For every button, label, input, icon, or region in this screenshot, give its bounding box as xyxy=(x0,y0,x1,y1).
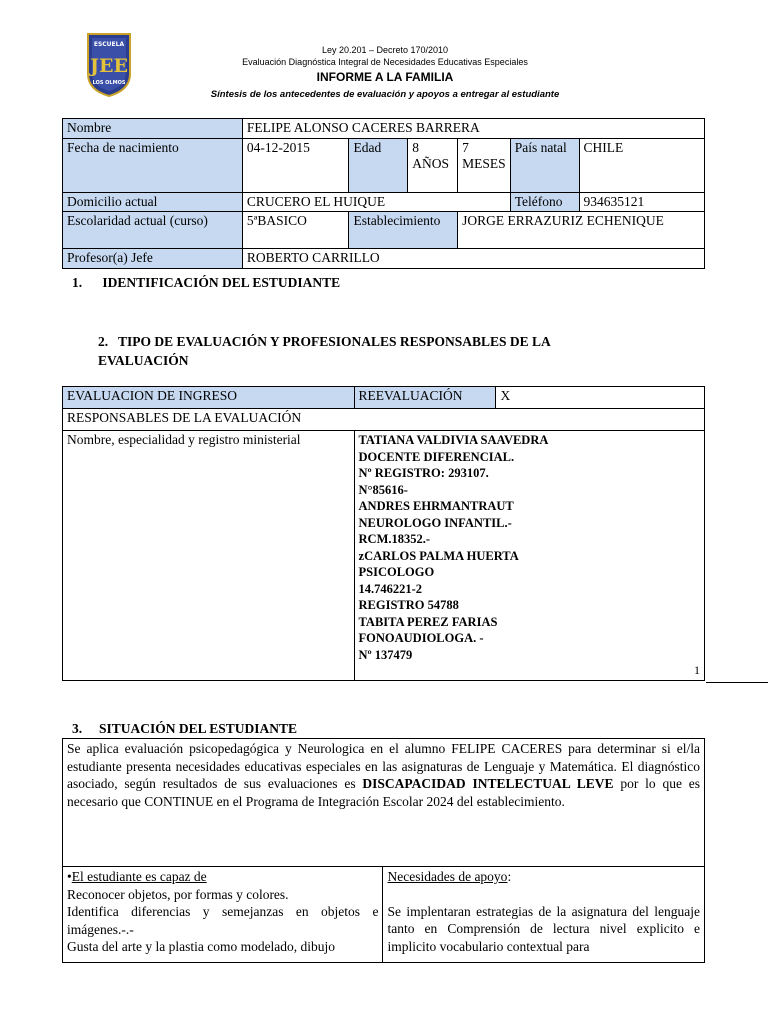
pais-value: CHILE xyxy=(579,139,704,193)
professional-line: ANDRES EHRMANTRAUT xyxy=(358,499,514,513)
apoyo-text: Se implentaran estrategias de la asignatura del lenguaje tanto en Comprensión de lectura nivel explicito e implicito vocabulario contextual para xyxy=(387,903,700,954)
professional-line: Nº REGISTRO: 293107. xyxy=(358,466,489,480)
professional-line: TABITA PEREZ FARIAS xyxy=(358,614,498,629)
professional-line: Nº 137479 xyxy=(358,647,413,662)
capaz-heading: •El estudiante es capaz de xyxy=(67,869,207,884)
law-reference: Ley 20.201 – Decreto 170/2010 xyxy=(321,45,449,55)
professional-line: zCARLOS PALMA HUERTA xyxy=(358,548,519,563)
pais-label: País natal xyxy=(510,139,579,193)
evaluation-table xyxy=(62,386,705,681)
profesor-label: Profesor(a) Jefe xyxy=(63,249,243,269)
bullet-icon: • xyxy=(67,869,72,884)
professional-line: DOCENTE DIFERENCIAL. xyxy=(358,449,515,464)
professional-line: RCM.18352.- xyxy=(358,532,431,546)
page-number: 1 xyxy=(694,663,700,677)
fecha-label: Fecha de nacimiento xyxy=(63,139,243,193)
escolaridad-label: Escolaridad actual (curso) xyxy=(63,212,243,249)
apoyo-cell xyxy=(383,867,705,963)
diagnosis-text: DISCAPACIDAD INTELECTUAL LEVE xyxy=(362,776,614,791)
capaz-item: Identifica diferencias y semejanzas en objetos e imágenes.-.- xyxy=(67,904,379,937)
telefono-value: 934635121 xyxy=(579,193,704,212)
document-tagline: Síntesis de los antecedentes de evaluación y apoyos a entregar al estudiante xyxy=(210,89,560,100)
professional-line: FONOAUDIOLOGA. - xyxy=(358,631,484,645)
logo-text-top: ESCUELA xyxy=(93,41,125,48)
professionals-cell xyxy=(354,431,704,681)
logo-text-mid: JEE xyxy=(90,55,128,77)
student-info-table xyxy=(62,118,705,269)
nombre-value: FELIPE ALONSO CACERES BARRERA xyxy=(242,119,704,139)
professional-line: N°85616- xyxy=(358,482,408,497)
nombre-label: Nombre xyxy=(63,119,243,139)
logo-text-bottom: LOS OLMOS xyxy=(92,80,126,86)
page-break-rule xyxy=(706,682,768,683)
reeval-mark: X xyxy=(496,387,705,409)
responsables-label: RESPONSABLES DE LA EVALUACIÓN xyxy=(63,409,705,431)
section-2-heading: 2. TIPO DE EVALUACIÓN Y PROFESIONALES RESPONSABLES DE LA EVALUACIÓN xyxy=(98,334,554,368)
apoyo-heading: Necesidades de apoyo: xyxy=(387,869,512,884)
document-subtitle: Evaluación Diagnóstica Integral de Necesidades Educativas Especiales xyxy=(242,57,528,67)
professional-line: TATIANA VALDIVIA SAAVEDRA xyxy=(358,433,549,447)
professionals-list xyxy=(359,432,700,663)
ingreso-label: EVALUACION DE INGRESO xyxy=(63,387,355,409)
edad-years: 8 AÑOS xyxy=(408,139,458,193)
telefono-label: Teléfono xyxy=(510,193,579,212)
edad-months: 7 MESES xyxy=(458,139,511,193)
establecimiento-value: JORGE ERRAZURIZ ECHENIQUE xyxy=(458,212,705,249)
professional-line: PSICOLOGO xyxy=(358,565,435,579)
establecimiento-label: Establecimiento xyxy=(349,212,458,249)
section-1-heading: 1. IDENTIFICACIÓN DEL ESTUDIANTE xyxy=(72,275,341,290)
capaz-item: Reconocer objetos, por formas y colores. xyxy=(67,886,289,902)
document-title: INFORME A LA FAMILIA xyxy=(316,70,454,84)
situation-table xyxy=(62,738,705,963)
fecha-value: 04-12-2015 xyxy=(242,139,349,193)
domicilio-value: CRUCERO EL HUIQUE xyxy=(242,193,510,212)
domicilio-label: Domicilio actual xyxy=(63,193,243,212)
capaz-cell xyxy=(63,867,383,963)
professional-line: 14.746221-2 xyxy=(358,581,423,596)
capaz-item: Gusta del arte y la plastia como modelado, dibujo xyxy=(67,939,336,954)
escolaridad-value: 5ªBASICO xyxy=(242,212,349,249)
section-3-heading: 3. SITUACIÓN DEL ESTUDIANTE xyxy=(72,721,298,736)
nombre-especialidad-label: Nombre, especialidad y registro ministerial xyxy=(63,431,355,681)
edad-label: Edad xyxy=(349,139,408,193)
reeval-label: REEVALUACIÓN xyxy=(354,387,496,409)
school-logo xyxy=(84,28,134,98)
profesor-value: ROBERTO CARRILLO xyxy=(242,249,704,269)
situation-paragraph: Se aplica evaluación psicopedagógica y Neurologica en el alumno FELIPE CACERES para determinar si el/la estudiante presenta necesidades educativas especiales en las asignaturas de Lenguaje y Matemática. El diagnóstico asociado, según resultados de sus evaluaciones es DISCAPACIDAD INTELECTUAL LEVE por lo que es necesario que CONTINUE en el Programa de Integración Escolar 2024 del establecimiento. xyxy=(63,739,705,867)
professional-line: REGISTRO 54788 xyxy=(358,598,459,612)
professional-line: NEUROLOGO INFANTIL.- xyxy=(358,515,512,530)
